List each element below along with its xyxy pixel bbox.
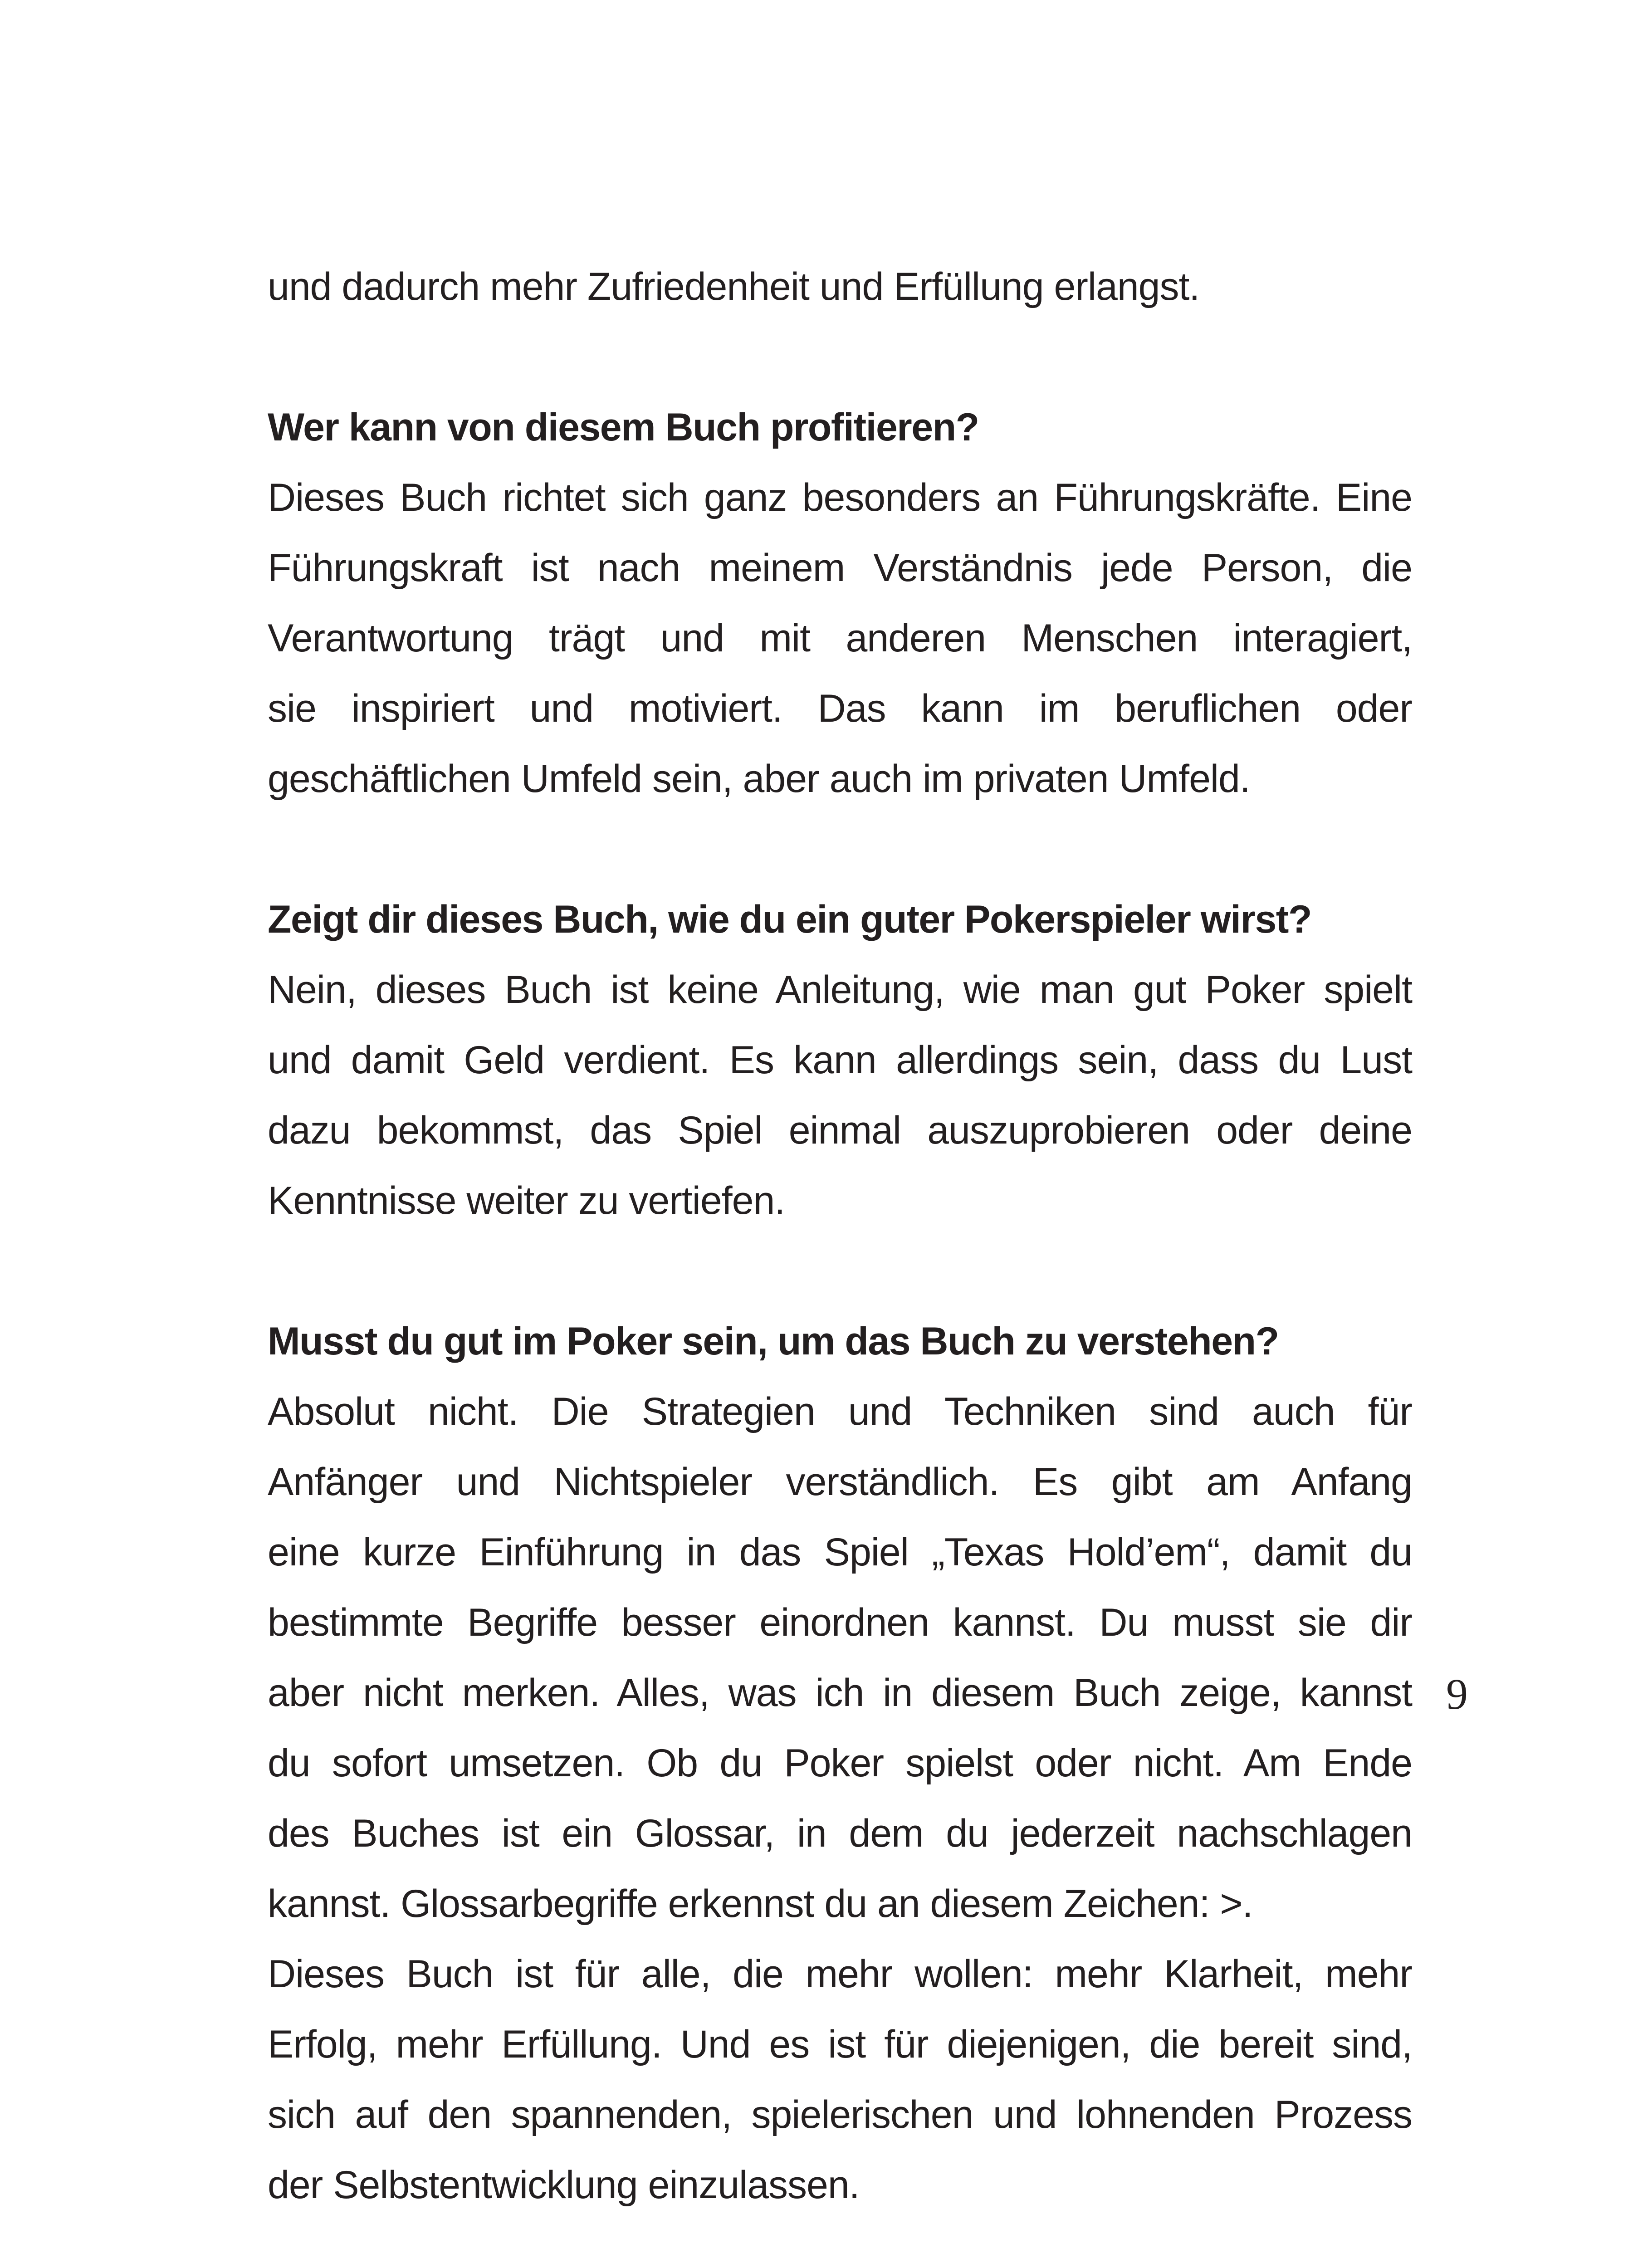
paragraph-line: Anfänger und Nichtspieler verständlich. Es gibt am Anfang	[268, 1460, 1412, 1504]
paragraph-line: Dieses Buch richtet sich ganz besonders an Führungskräfte. Eine	[268, 476, 1412, 519]
paragraph-line: der Selbstentwicklung einzulassen.	[268, 2163, 860, 2207]
paragraph-line: aber nicht merken. Alles, was ich in diesem Buch zeige, kannst	[268, 1671, 1412, 1715]
paragraph-line: eine kurze Einführung in das Spiel „Texas Hold’em“, damit du	[268, 1530, 1412, 1574]
paragraph-line: Führungskraft ist nach meinem Verständnis jede Person, die	[268, 546, 1412, 590]
paragraph-line: bestimmte Begriffe besser einordnen kannst. Du musst sie dir	[268, 1601, 1412, 1644]
spacer	[268, 814, 1412, 885]
page-body	[268, 252, 1412, 2220]
paragraph-line: geschäftlichen Umfeld sein, aber auch im privaten Umfeld.	[268, 757, 1250, 801]
section-heading: Musst du gut im Poker sein, um das Buch zu verstehen?	[268, 1320, 1279, 1363]
spacer	[268, 1236, 1412, 1306]
paragraph-line: Kenntnisse weiter zu vertiefen.	[268, 1179, 785, 1222]
paragraph-line: Verantwortung trägt und mit anderen Menschen interagiert,	[268, 616, 1412, 660]
paragraph-line: und damit Geld verdient. Es kann allerdings sein, dass du Lust	[268, 1038, 1412, 1082]
section-heading: Zeigt dir dieses Buch, wie du ein guter Pokerspieler wirst?	[268, 898, 1311, 941]
paragraph-line: Nein, dieses Buch ist keine Anleitung, wie man gut Poker spielt	[268, 968, 1412, 1012]
page-number: 9	[1446, 1670, 1468, 1718]
paragraph-line: Erfolg, mehr Erfüllung. Und es ist für diejenigen, die bereit sind,	[268, 2023, 1412, 2066]
paragraph-line: dazu bekommst, das Spiel einmal auszuprobieren oder deine	[268, 1109, 1412, 1152]
paragraph-line: Dieses Buch ist für alle, die mehr wollen: mehr Klarheit, mehr	[268, 1952, 1412, 1996]
spacer	[268, 322, 1412, 392]
paragraph-line: Absolut nicht. Die Strategien und Techniken sind auch für	[268, 1390, 1412, 1433]
intro-line: und dadurch mehr Zufriedenheit und Erfüllung erlangst.	[268, 265, 1200, 308]
paragraph-line: sich auf den spannenden, spielerischen und lohnenden Prozess	[268, 2093, 1412, 2136]
paragraph-line: du sofort umsetzen. Ob du Poker spielst oder nicht. Am Ende	[268, 1741, 1412, 1785]
paragraph-line: sie inspiriert und motiviert. Das kann im beruflichen oder	[268, 687, 1412, 730]
paragraph-line: des Buches ist ein Glossar, in dem du jederzeit nachschlagen	[268, 1812, 1412, 1855]
paragraph-line: kannst. Glossarbegriffe erkennst du an diesem Zeichen: >.	[268, 1882, 1253, 1926]
section-heading: Wer kann von diesem Buch profitieren?	[268, 406, 979, 449]
